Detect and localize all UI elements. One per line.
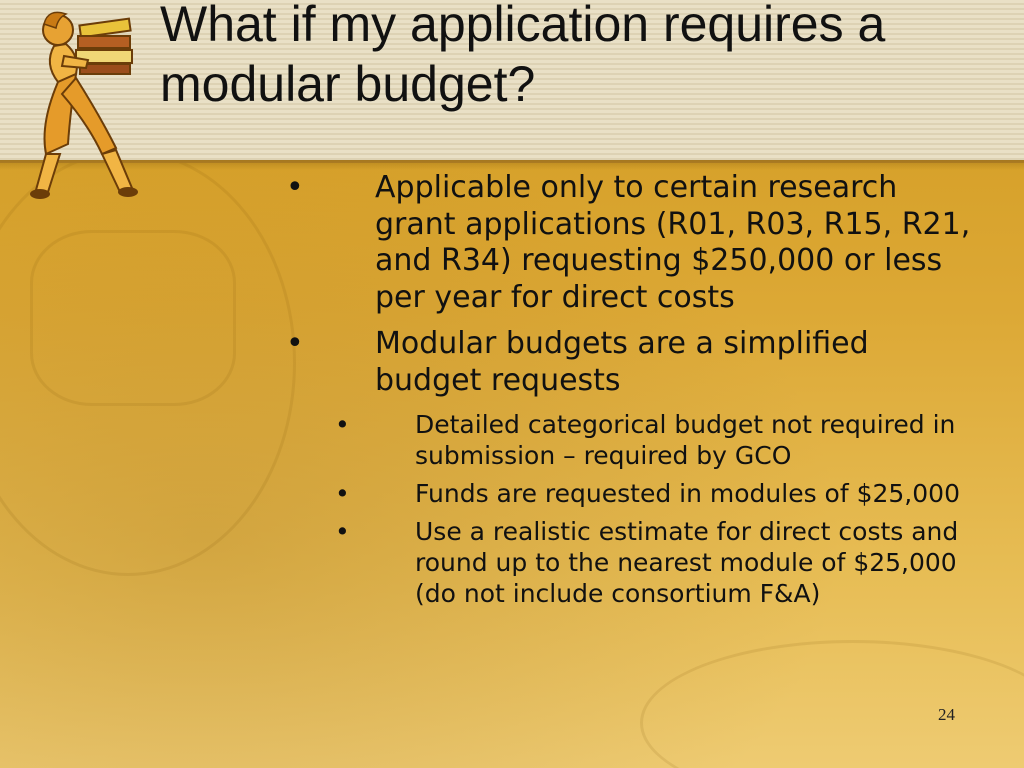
bullet-icon: • — [335, 410, 350, 439]
background-watermark — [640, 640, 1024, 768]
list-item — [280, 170, 980, 316]
list-item — [280, 326, 980, 399]
page-number: 24 — [938, 705, 955, 724]
sub-list-item — [280, 516, 980, 609]
background-watermark — [30, 230, 236, 406]
page-title: What if my application requires a modular budget? — [160, 0, 886, 112]
bullet-list — [280, 170, 980, 616]
bullet-icon: • — [286, 170, 304, 205]
sub-list-item — [280, 409, 980, 471]
bullet-icon: • — [286, 326, 304, 361]
sub-list-item — [280, 478, 980, 509]
bullet-text: Modular budgets are a simplified budget requests — [375, 326, 869, 398]
woman-carrying-books-icon — [18, 4, 148, 204]
sub-bullet-text: Detailed categorical budget not required in submission – required by GCO — [415, 410, 956, 470]
sub-bullet-text: Use a realistic estimate for direct costs and round up to the nearest module of $25,000 (do not include consortium F&A) — [415, 517, 959, 608]
bullet-icon: • — [335, 517, 350, 546]
bullet-icon: • — [335, 479, 350, 508]
sub-bullet-text: Funds are requested in modules of $25,000 — [415, 479, 960, 508]
bullet-text: Applicable only to certain research grant applications (R01, R03, R15, R21, and R34) requesting $250,000 or less per year for direct costs — [375, 170, 971, 315]
